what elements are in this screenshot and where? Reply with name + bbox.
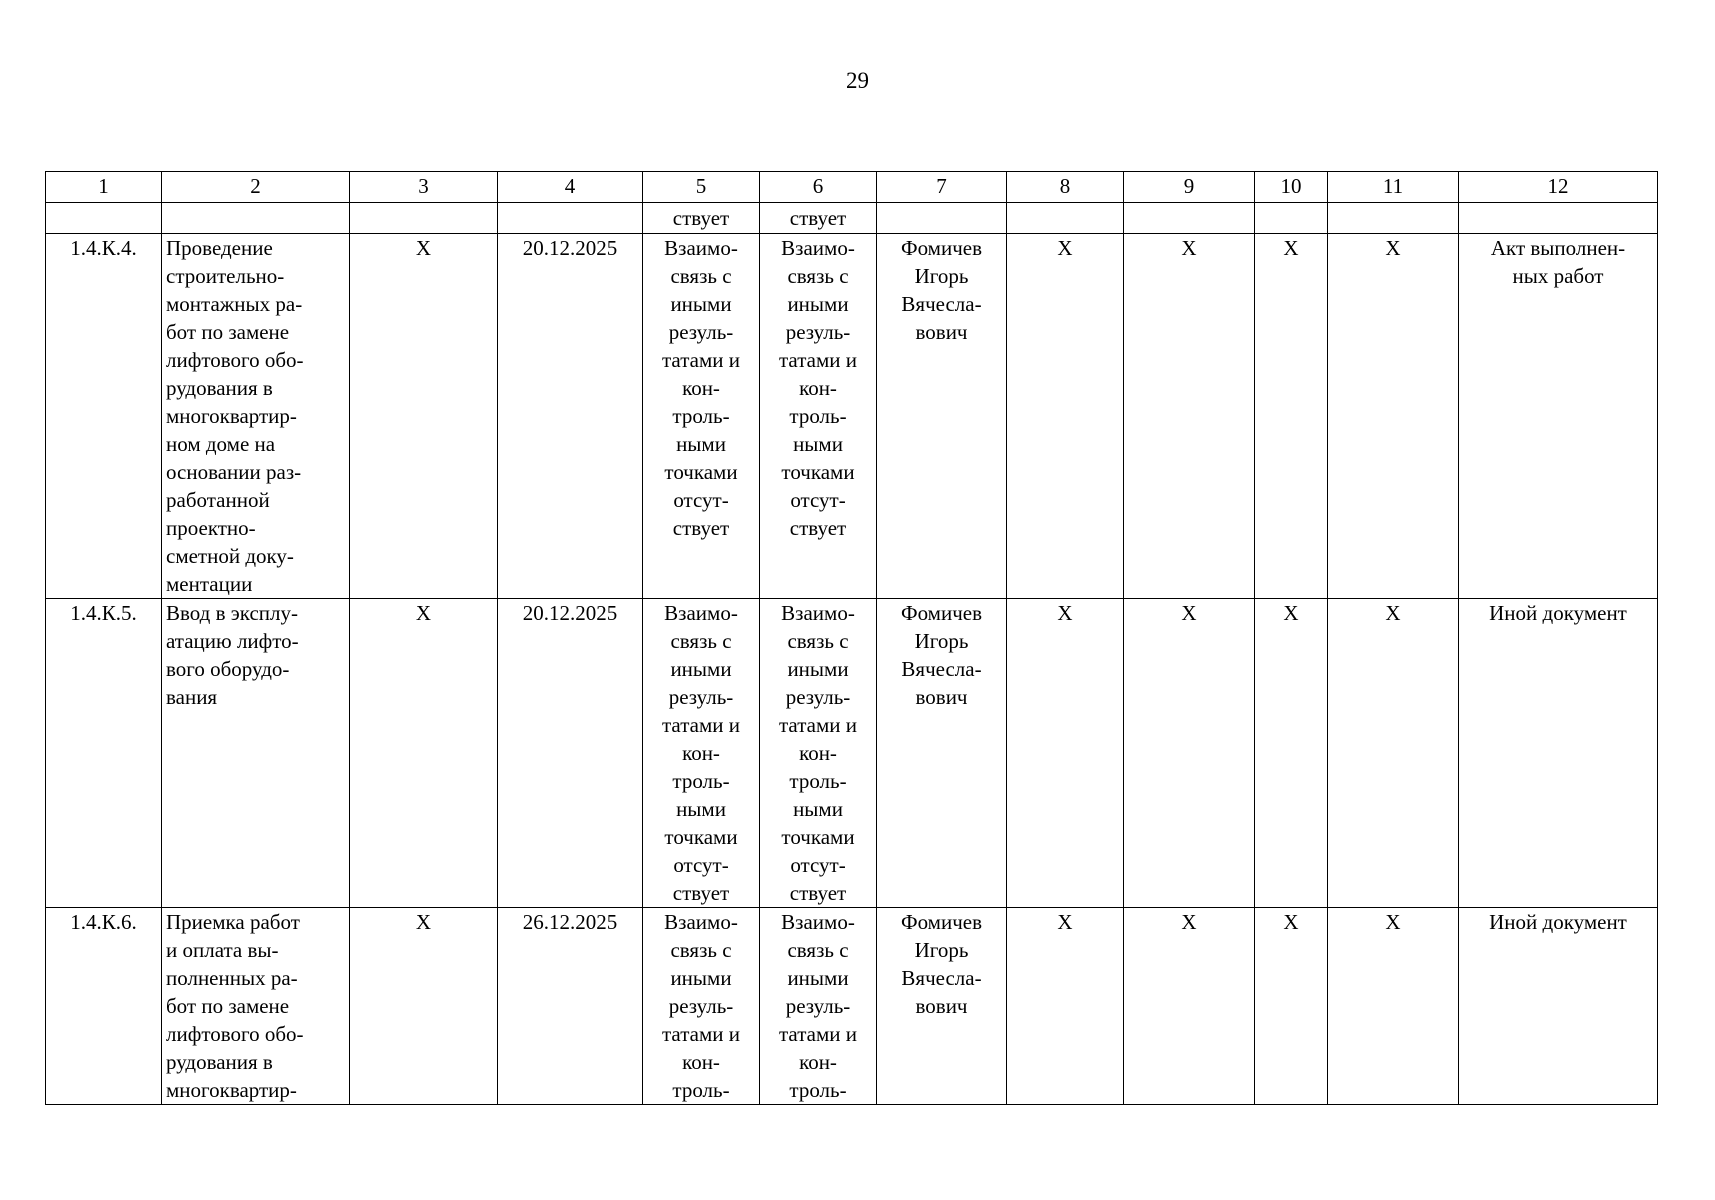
row-code: 1.4.К.4. bbox=[46, 234, 162, 599]
cell-text-line: резуль- bbox=[785, 320, 851, 344]
cell-text-line: резуль- bbox=[668, 994, 734, 1018]
column-number: 12 bbox=[1459, 172, 1658, 203]
cell-text-line: кон- bbox=[682, 376, 720, 400]
cell-text-line: резуль- bbox=[785, 994, 851, 1018]
table-cell bbox=[350, 203, 498, 234]
cell-text-line: троль- bbox=[789, 769, 847, 793]
cell-text-line: Игорь bbox=[914, 938, 969, 962]
cell-text-line: татами и bbox=[779, 1022, 857, 1046]
cell-text-line: основании раз- bbox=[166, 460, 302, 484]
document-type bbox=[1459, 908, 1658, 1105]
cell-text-line: кон- bbox=[682, 1050, 720, 1074]
responsible-person bbox=[877, 234, 1007, 599]
column-number: 9 bbox=[1124, 172, 1255, 203]
interrelation-cell-text: ствует bbox=[672, 206, 730, 230]
cell-text-line: троль- bbox=[789, 404, 847, 428]
cell-text-line: татами и bbox=[662, 713, 740, 737]
cell-text-line: Взаимо- bbox=[781, 910, 855, 934]
cell-text-line: ном доме на bbox=[166, 432, 276, 456]
cell-text-line: вович bbox=[915, 994, 968, 1018]
col3-mark: X bbox=[350, 908, 498, 1105]
cell-text-line: строительно- bbox=[166, 264, 285, 288]
column-number: 1 bbox=[46, 172, 162, 203]
cell-text-line: связь с bbox=[787, 938, 849, 962]
table-row bbox=[46, 599, 1658, 908]
column-number: 8 bbox=[1007, 172, 1124, 203]
table-row bbox=[46, 908, 1658, 1105]
document-type bbox=[1459, 234, 1658, 599]
responsible-person bbox=[877, 599, 1007, 908]
col10-mark: X bbox=[1255, 908, 1328, 1105]
table-cell bbox=[1328, 203, 1459, 234]
col9-mark: X bbox=[1124, 908, 1255, 1105]
col8-mark: X bbox=[1007, 908, 1124, 1105]
col11-mark: X bbox=[1328, 599, 1459, 908]
cell-text-line: Взаимо- bbox=[781, 236, 855, 260]
cell-text-line: Игорь bbox=[914, 629, 969, 653]
cell-text-line: кон- bbox=[799, 376, 837, 400]
cell-text-line: Проведение bbox=[166, 236, 273, 260]
cell-text-line: Акт выполнен- bbox=[1490, 236, 1626, 260]
col10-mark: X bbox=[1255, 234, 1328, 599]
col9-mark: X bbox=[1124, 234, 1255, 599]
cell-text-line: Иной документ bbox=[1489, 601, 1627, 625]
cell-text-line: Фомичев bbox=[900, 601, 983, 625]
cell-text-line: ных работ bbox=[1512, 264, 1604, 288]
row-date: 20.12.2025 bbox=[498, 599, 643, 908]
cell-text-line: связь с bbox=[670, 938, 732, 962]
column-number: 5 bbox=[643, 172, 760, 203]
cell-text-line: иными bbox=[787, 292, 849, 316]
cell-text-line: работанной bbox=[166, 488, 270, 512]
column-number: 10 bbox=[1255, 172, 1328, 203]
col3-mark: X bbox=[350, 234, 498, 599]
cell-text-line: рудования в bbox=[166, 376, 273, 400]
cell-text-line: татами и bbox=[779, 348, 857, 372]
cell-text-line: кон- bbox=[799, 1050, 837, 1074]
row-date: 20.12.2025 bbox=[498, 234, 643, 599]
cell-text-line: многоквартир- bbox=[166, 1078, 297, 1102]
cell-text-line: резуль- bbox=[668, 320, 734, 344]
page-number: 29 bbox=[846, 68, 869, 93]
column-number: 6 bbox=[760, 172, 877, 203]
row-code: 1.4.К.6. bbox=[46, 908, 162, 1105]
col6-text bbox=[760, 599, 877, 908]
cell-text-line: кон- bbox=[682, 741, 720, 765]
table-cell bbox=[877, 203, 1007, 234]
table-cell bbox=[1124, 203, 1255, 234]
table-cell bbox=[643, 203, 760, 234]
cell-text-line: Взаимо- bbox=[664, 910, 738, 934]
cell-text-line: связь с bbox=[670, 629, 732, 653]
column-number: 7 bbox=[877, 172, 1007, 203]
cell-text-line: сметной доку- bbox=[166, 544, 294, 568]
column-number: 2 bbox=[162, 172, 350, 203]
cell-text-line: ными bbox=[793, 432, 843, 456]
cell-text-line: Взаимо- bbox=[781, 601, 855, 625]
cell-text-line: точками bbox=[664, 460, 738, 484]
cell-text-line: отсут- bbox=[790, 853, 846, 877]
cell-text-line: связь с bbox=[670, 264, 732, 288]
cell-text-line: бот по замене bbox=[166, 994, 290, 1018]
cell-text-line: атацию лифто- bbox=[166, 629, 299, 653]
cell-text-line: связь с bbox=[787, 629, 849, 653]
cell-text-line: иными bbox=[670, 966, 732, 990]
col8-mark: X bbox=[1007, 234, 1124, 599]
cell-text-line: ными bbox=[793, 797, 843, 821]
cell-text-line: Игорь bbox=[914, 264, 969, 288]
cell-text-line: ными bbox=[676, 432, 726, 456]
cell-text-line: татами и bbox=[662, 1022, 740, 1046]
responsible-person bbox=[877, 908, 1007, 1105]
cell-text-line: связь с bbox=[787, 264, 849, 288]
cell-text-line: Вячесла- bbox=[901, 657, 982, 681]
cell-text-line: иными bbox=[787, 966, 849, 990]
cell-text-line: троль- bbox=[672, 1078, 730, 1102]
cell-text-line: рудования в bbox=[166, 1050, 273, 1074]
table-cell bbox=[46, 203, 162, 234]
table-cell bbox=[1255, 203, 1328, 234]
cell-text-line: полненных ра- bbox=[166, 966, 298, 990]
col3-mark: X bbox=[350, 599, 498, 908]
cell-text-line: Взаимо- bbox=[664, 601, 738, 625]
table-row bbox=[46, 234, 1658, 599]
cell-text-line: Вячесла- bbox=[901, 292, 982, 316]
table-cell bbox=[498, 203, 643, 234]
cell-text-line: лифтового обо- bbox=[166, 1022, 304, 1046]
cell-text-line: резуль- bbox=[668, 685, 734, 709]
cell-text-line: и оплата вы- bbox=[166, 938, 279, 962]
cell-text-line: ными bbox=[676, 797, 726, 821]
cell-text-line: лифтового обо- bbox=[166, 348, 304, 372]
table-cell bbox=[162, 203, 350, 234]
cell-text-line: троль- bbox=[672, 404, 730, 428]
cell-text-line: ствует bbox=[789, 881, 847, 905]
col11-mark: X bbox=[1328, 234, 1459, 599]
table-cell bbox=[1007, 203, 1124, 234]
cell-text-line: отсут- bbox=[790, 488, 846, 512]
schedule-table bbox=[45, 171, 1658, 1105]
cell-text-line: резуль- bbox=[785, 685, 851, 709]
cell-text-line: Фомичев bbox=[900, 910, 983, 934]
cell-text-line: Ввод в эксплу- bbox=[166, 601, 298, 625]
table-cell bbox=[760, 203, 877, 234]
col8-mark: X bbox=[1007, 599, 1124, 908]
cell-text-line: троль- bbox=[672, 769, 730, 793]
column-number-row bbox=[46, 172, 1658, 203]
cell-text-line: ментации bbox=[166, 572, 253, 596]
col11-mark: X bbox=[1328, 908, 1459, 1105]
row-name bbox=[162, 599, 350, 908]
row-name bbox=[162, 234, 350, 599]
cell-text-line: ствует bbox=[672, 516, 730, 540]
cell-text-line: отсут- bbox=[673, 853, 729, 877]
column-number: 4 bbox=[498, 172, 643, 203]
column-number: 3 bbox=[350, 172, 498, 203]
cell-text-line: вович bbox=[915, 320, 968, 344]
table-cell bbox=[1459, 203, 1658, 234]
cell-text-line: ствует bbox=[672, 881, 730, 905]
cell-text-line: монтажных ра- bbox=[166, 292, 303, 316]
cell-text-line: вович bbox=[915, 685, 968, 709]
cell-text-line: иными bbox=[787, 657, 849, 681]
cell-text-line: татами и bbox=[662, 348, 740, 372]
cell-text-line: иными bbox=[670, 657, 732, 681]
cell-text-line: Вячесла- bbox=[901, 966, 982, 990]
col6-text bbox=[760, 234, 877, 599]
cell-text-line: Взаимо- bbox=[664, 236, 738, 260]
cell-text-line: бот по замене bbox=[166, 320, 290, 344]
cell-text-line: точками bbox=[781, 460, 855, 484]
cell-text-line: отсут- bbox=[673, 488, 729, 512]
cell-text-line: Иной документ bbox=[1489, 910, 1627, 934]
col6-text bbox=[760, 908, 877, 1105]
col5-text bbox=[643, 234, 760, 599]
cell-text-line: вого оборудо- bbox=[166, 657, 290, 681]
col5-text bbox=[643, 908, 760, 1105]
cell-text-line: татами и bbox=[779, 713, 857, 737]
cell-text-line: Приемка работ bbox=[166, 910, 300, 934]
interrelation-cell-text: ствует bbox=[789, 206, 847, 230]
col9-mark: X bbox=[1124, 599, 1255, 908]
col10-mark: X bbox=[1255, 599, 1328, 908]
document-type bbox=[1459, 599, 1658, 908]
cell-text-line: вания bbox=[166, 685, 218, 709]
cell-text-line: ствует bbox=[789, 516, 847, 540]
col5-text bbox=[643, 599, 760, 908]
cell-text-line: Фомичев bbox=[900, 236, 983, 260]
cell-text-line: точками bbox=[664, 825, 738, 849]
cell-text-line: кон- bbox=[799, 741, 837, 765]
cell-text-line: проектно- bbox=[166, 516, 256, 540]
cell-text-line: точками bbox=[781, 825, 855, 849]
cell-text-line: иными bbox=[670, 292, 732, 316]
row-code: 1.4.К.5. bbox=[46, 599, 162, 908]
row-name bbox=[162, 908, 350, 1105]
cell-text-line: троль- bbox=[789, 1078, 847, 1102]
row-date: 26.12.2025 bbox=[498, 908, 643, 1105]
cell-text-line: многоквартир- bbox=[166, 404, 297, 428]
continuation-row bbox=[46, 203, 1658, 234]
column-number: 11 bbox=[1328, 172, 1459, 203]
